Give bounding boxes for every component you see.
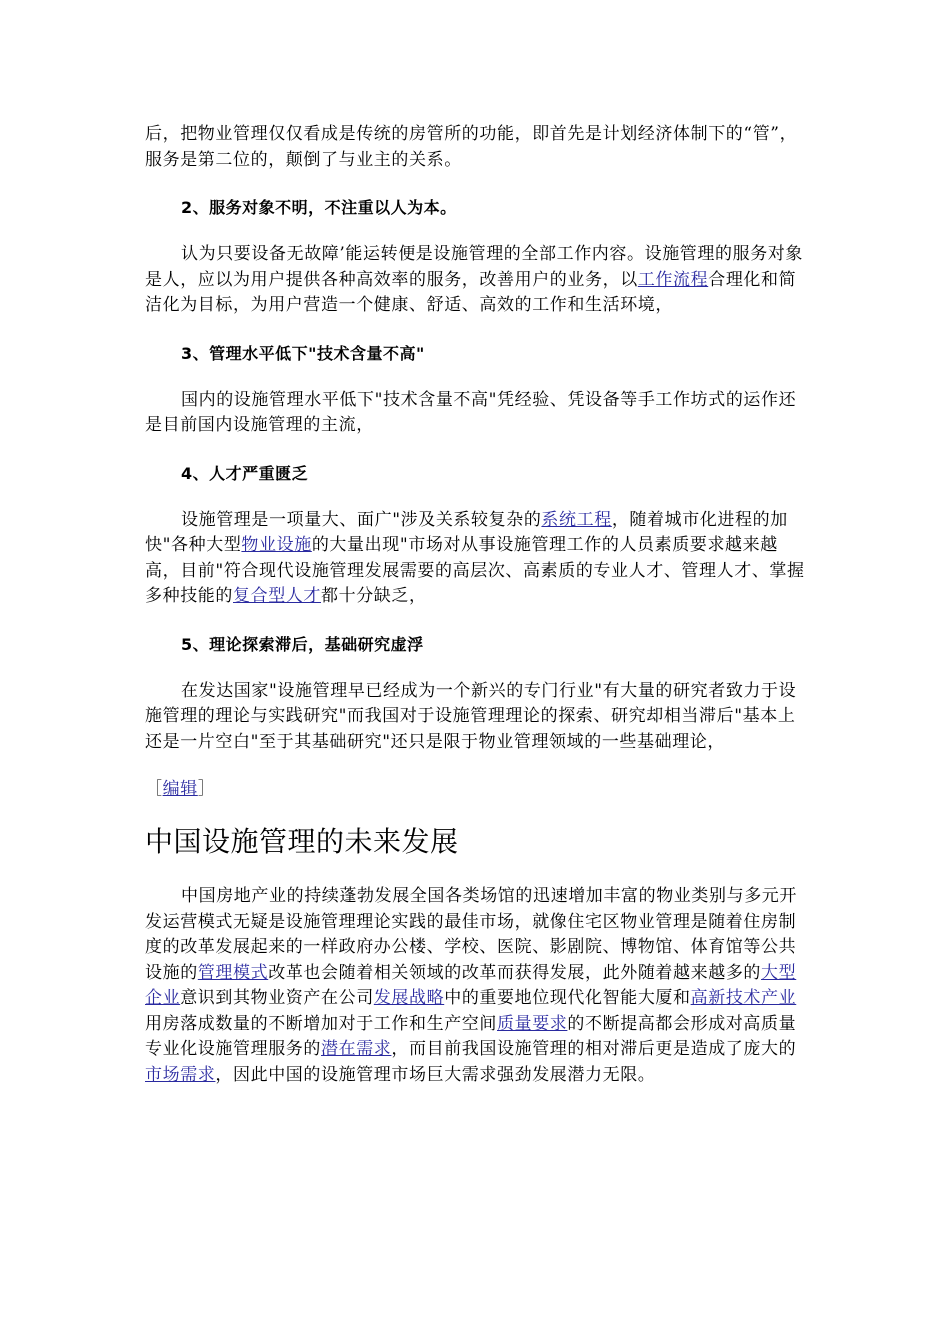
edit-link[interactable]: 编辑 — [162, 779, 198, 799]
paragraph-text: 的不断提高都会形成对高质量专业化设施管理服务的 — [145, 1013, 797, 1059]
paragraph-text: 认为只要设备无故障’能运转便是设施管理的全部工作内容。设施管理的服务对象是人，应以为用户提供各种高效率的服务，改善用户的业务，以 — [145, 244, 804, 290]
paragraph-text: 后，把物业管理仅仅看成是传统的房管所的功能，即首先是计划经济体制下的“管”，服务是第二位的，颠倒了与业主的关系。 — [145, 124, 798, 170]
paragraph-text: 改革也会随着相关领域的改革而获得发展，此外随着越来越多的 — [268, 962, 762, 983]
paragraph-text: ，而目前我国设施管理的相对滞后更是造成了庞大的 — [391, 1039, 797, 1059]
paragraph-text: 合理化和简洁化为目标，为用户营造一个健康、舒适、高效的工作和生活环境， — [145, 269, 797, 315]
document-page — [145, 122, 807, 1088]
paragraph-3 — [145, 388, 807, 439]
paragraph-text: 的大量出现"市场对从事设施管理工作的人员素质要求越来越高，目前"符合现代设施管理发展需要的高层次、高素质的专业人才、管理人才、掌握多种技能的 — [145, 535, 805, 606]
paragraph-intro — [145, 122, 807, 173]
paragraph-4 — [145, 508, 807, 610]
paragraph-text: 设施管理是一项量大、面广"涉及关系较复杂的 — [181, 509, 542, 530]
item-heading-2: 2、服务对象不明，不注重以人为本。 — [181, 198, 457, 217]
paragraph-5 — [145, 679, 807, 756]
link-compound-talent[interactable]: 复合型人才 — [233, 586, 321, 606]
link-management-mode[interactable]: 管理模式 — [197, 962, 269, 983]
paragraph-text: 国内的设施管理水平低下"技术含量不高"凭经验、凭设备等手工作坊式的运作还是目前国内设施管理的主流， — [145, 389, 797, 435]
paragraph-6 — [145, 884, 807, 1088]
link-quality-requirement[interactable]: 质量要求 — [497, 1013, 568, 1034]
edit-section-control — [145, 777, 807, 802]
paragraph-text: 中国房地产业的持续蓬勃发展全国各类场馆的迅速增加丰富的物业类别与多元开发运营模式无疑是设施管理理论实践的最佳市场，就像住宅区物业管理是随着住房制度的改革发展起来的一样政府办公楼、学校、医院、影剧院、博物馆、体育馆等公共设施的 — [145, 886, 797, 983]
link-workflow[interactable]: 工作流程 — [637, 269, 709, 290]
paragraph-text: 在发达国家"设施管理早已经成为一个新兴的专门行业"有大量的研究者致力于设施管理的理论与实践研究"而我国对于设施管理理论的探索、研究却相当滞后"基本上还是一片空白"至于其基础研究"还只是限于物业管理领域的一些基础理论， — [145, 680, 797, 752]
paragraph-text: ，随着城市化进程的加快"各种大型 — [145, 509, 788, 555]
paragraph-text: 用房落成数量的不断增加对于工作和生产空间 — [145, 1013, 497, 1034]
link-market-demand[interactable]: 市场需求 — [145, 1064, 216, 1085]
section-title: 中国设施管理的未来发展 — [145, 825, 459, 858]
paragraph-text: 意识到其物业资产在公司 — [180, 988, 374, 1008]
link-property-facilities[interactable]: 物业设施 — [241, 535, 312, 555]
paragraph-text: 都十分缺乏， — [321, 586, 427, 606]
paragraph-2 — [145, 242, 807, 319]
link-potential-demand[interactable]: 潜在需求 — [321, 1039, 392, 1059]
paragraph-text: ，因此中国的设施管理市场巨大需求强劲发展潜力无限。 — [215, 1064, 656, 1085]
link-large-enterprise[interactable]: 大型企业 — [145, 962, 797, 1008]
link-system-engineering[interactable]: 系统工程 — [541, 509, 612, 530]
paragraph-text: 中的重要地位现代化智能大厦和 — [444, 988, 691, 1008]
item-heading-4: 4、人才严重匮乏 — [181, 463, 309, 483]
item-heading-5: 5、理论探索滞后，基础研究虚浮 — [181, 634, 424, 654]
edit-bracket-open: ［ — [145, 779, 163, 799]
link-high-tech-industry[interactable]: 高新技术产业 — [690, 988, 797, 1008]
edit-bracket-close: ］ — [197, 779, 216, 799]
item-heading-3: 3、管理水平低下"技术含量不高" — [181, 343, 425, 363]
link-development-strategy[interactable]: 发展战略 — [373, 988, 445, 1008]
